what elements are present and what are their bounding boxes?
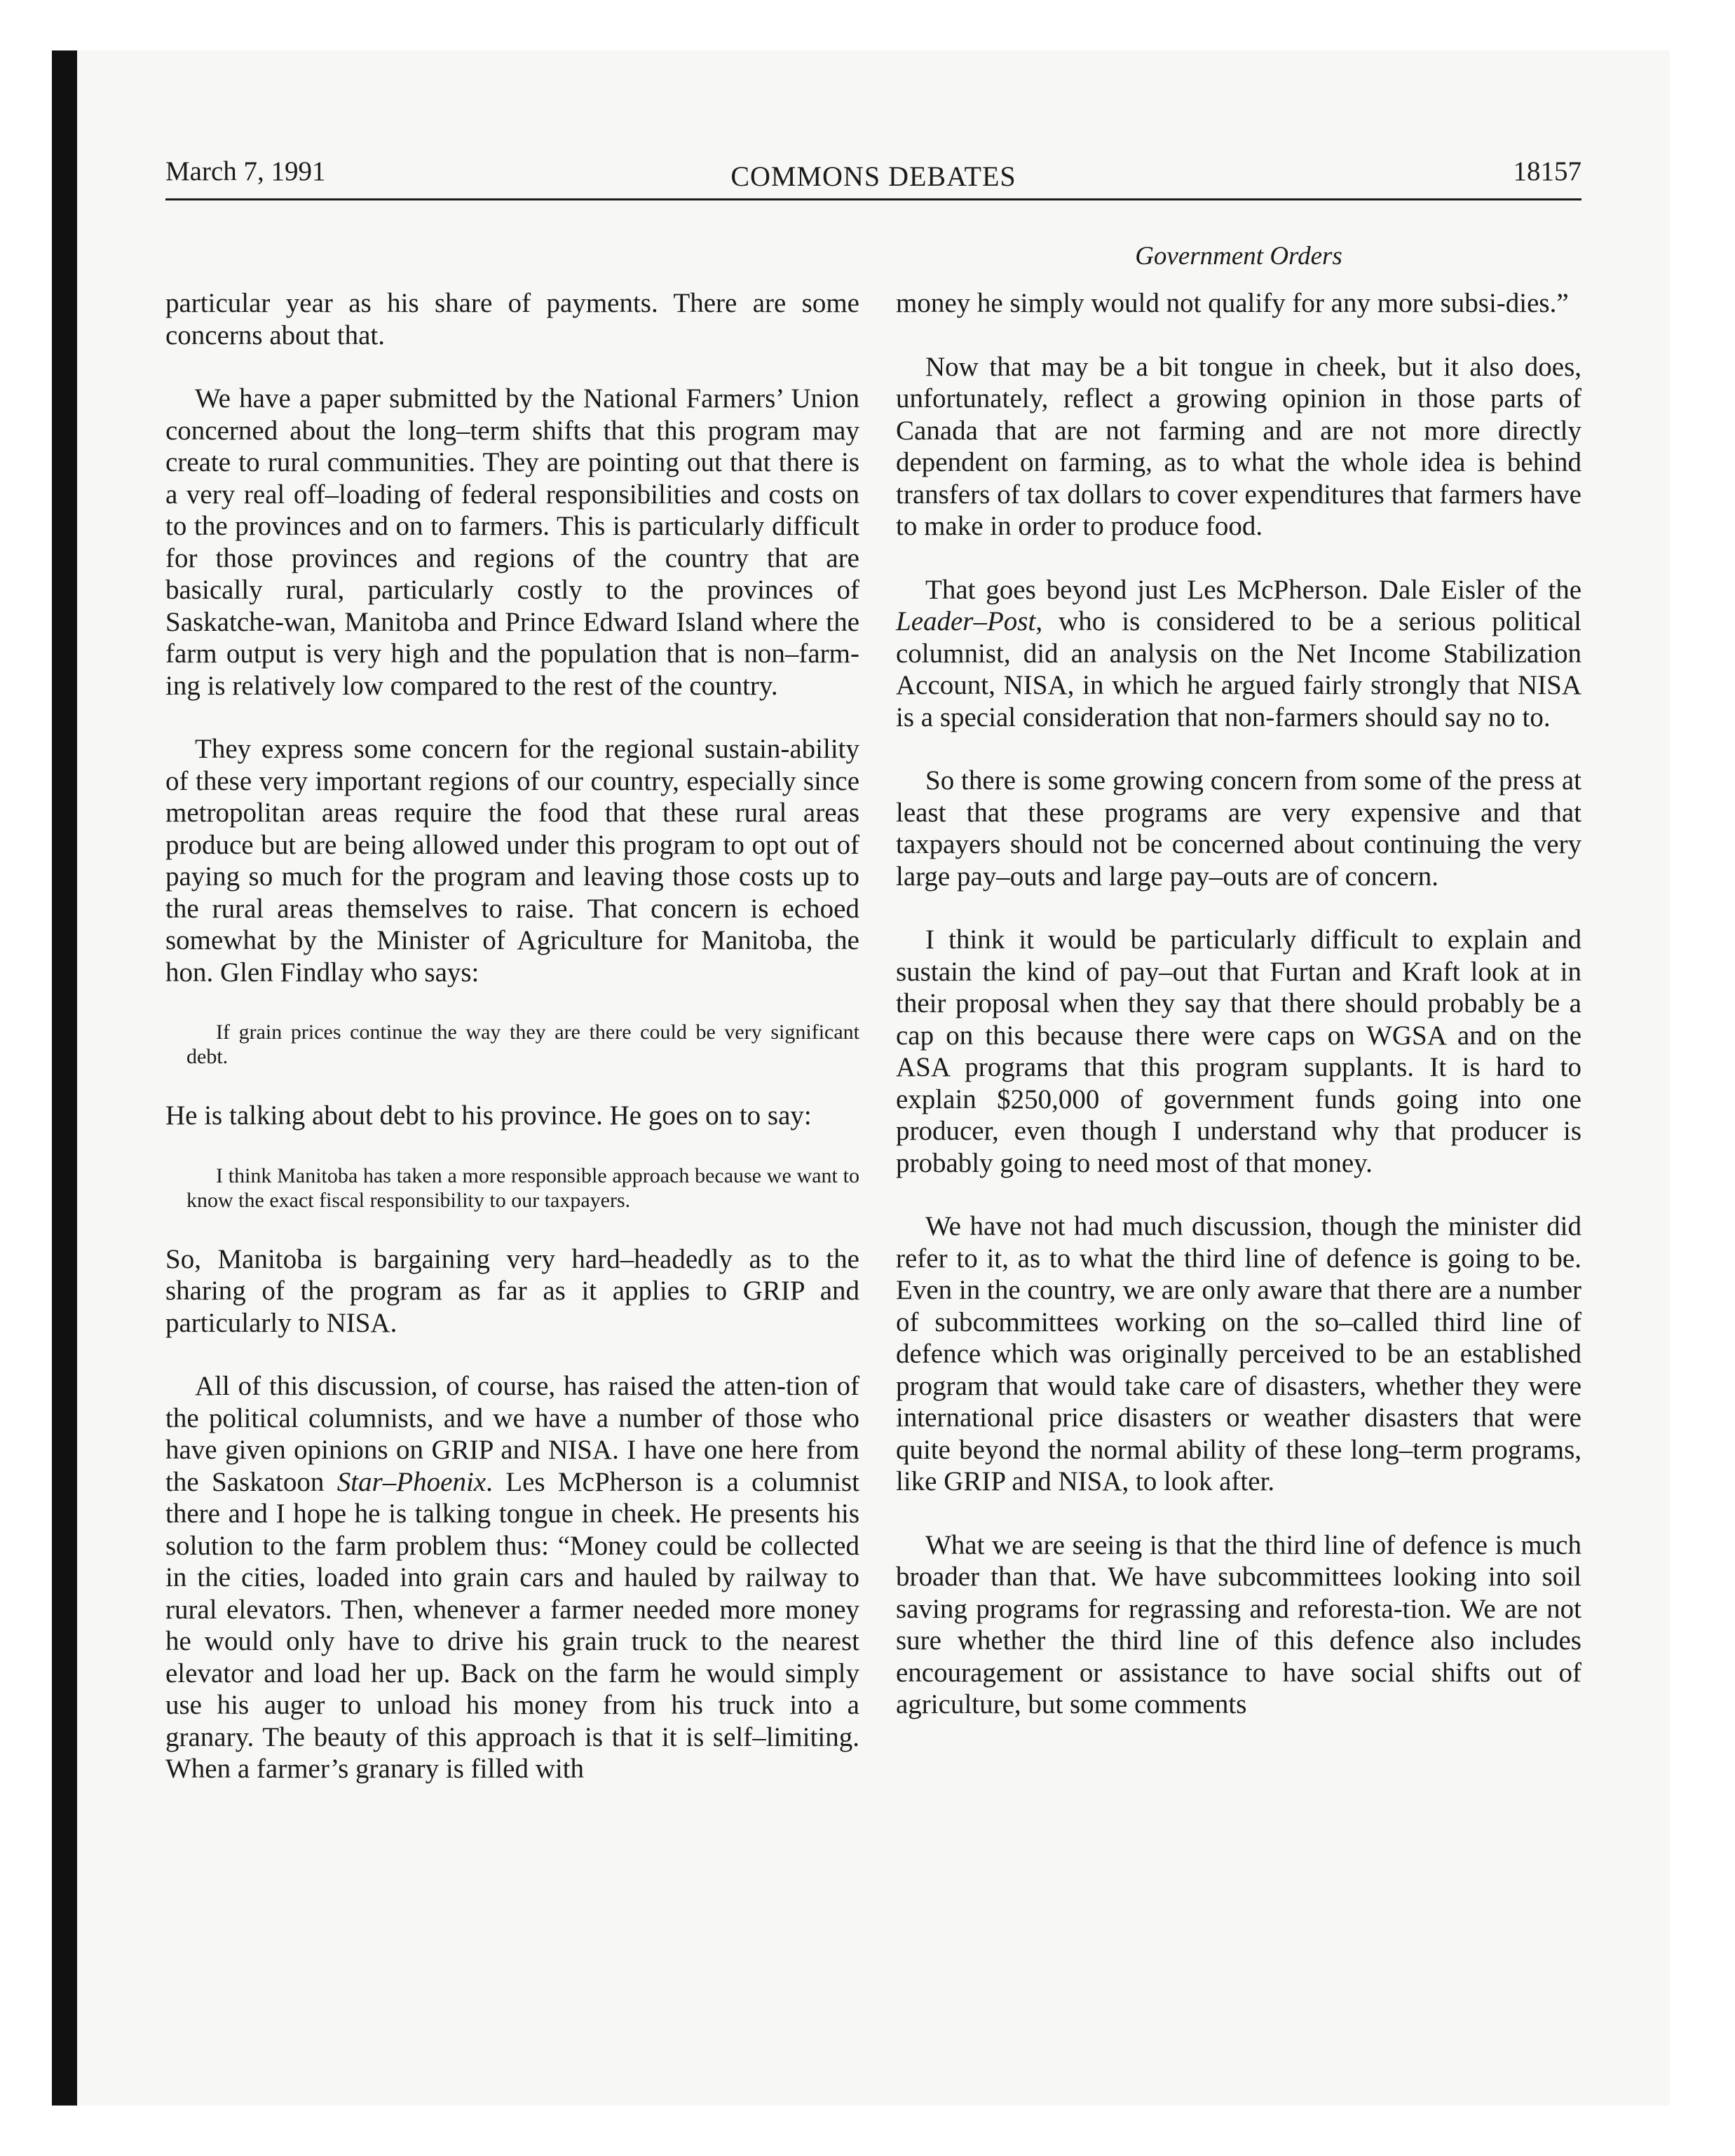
newspaper-title: Star–Phoenix: [336, 1466, 487, 1497]
section-label: Government Orders: [1135, 242, 1342, 271]
paragraph: money he simply would not qualify for any more subsi-dies.”: [896, 288, 1569, 318]
scan-edge-shadow: [52, 50, 77, 2106]
newspaper-title: Leader–Post: [896, 606, 1036, 636]
paragraph: We have not had much discussion, though the minister did refer to it, as to what the third line of defence is going to be. Even in the country, we are only aware that there are a number of subcommittees working on the so–called third line of defence which was originally perceived to be an established program that would take care of disasters, whether they were international price disasters or weather disasters that were quite beyond the normal ability of these long–term programs, like GRIP and NISA, to look after.: [896, 1211, 1581, 1496]
paragraph: particular year as his share of payments. There are some concerns about that.: [165, 288, 859, 350]
paragraph-text: , who is considered to be a serious political columnist, did an analysis on the Net Income Stabilization Account, NISA, in which he argued fairly strongly that NISA is a special consideration that non-farmers should say no to.: [896, 606, 1581, 732]
block-quote: I think Manitoba has taken a more responsible approach because we want to know the exact fiscal responsibility to our taxpayers.: [186, 1164, 859, 1212]
paragraph: He is talking about debt to his province. He goes on to say:: [165, 1100, 812, 1131]
paragraph: Now that may be a bit tongue in cheek, but it also does, unfortunately, reflect a growing opinion in those parts of Canada that are not farming and are not more directly dependent on farming, as to what the whole idea is behind transfers of tax dollars to cover expenditures that farmers have to make in order to produce food.: [896, 351, 1581, 541]
paragraph: [165, 1370, 859, 1785]
header-date: March 7, 1991: [165, 156, 326, 186]
paragraph: So, Manitoba is bargaining very hard–headedly as to the sharing of the program as far as it applies to GRIP and particularly to NISA.: [165, 1243, 859, 1338]
paragraph-text: . Les McPherson is a columnist there and I hope he is talking tongue in cheek. He presents his solution to the farm problem thus: “Money could be collected in the cities, loaded into grain cars and hauled by railway to rural elevators. Then, whenever a farmer needed more money he would only have to drive his grain truck to the nearest elevator and load her up. Back on the farm he would simply use his auger to unload his money from his truck into a granary. The beauty of this approach is that it is self–limiting. When a farmer’s granary is filled with: [165, 1466, 859, 1784]
paragraph: I think it would be particularly difficult to explain and sustain the kind of pay–out that Furtan and Kraft look at in their proposal when they say that there should probably be a cap on this because there were caps on WGSA and on the ASA programs that this program supplants. It is hard to explain $250,000 of government funds going into one producer, even though I understand why that producer is probably going to need most of that money.: [896, 925, 1581, 1178]
right-column: [896, 287, 1581, 1752]
paragraph-text: That goes beyond just Les McPherson. Dale Eisler of the: [925, 574, 1581, 605]
header-title: COMMONS DEBATES: [730, 161, 1016, 192]
paragraph: We have a paper submitted by the National Farmers’ Union concerned about the long–term shifts that this program may create to rural communities. They are pointing out that there is a very real off–loading of federal responsibilities and costs on to the provinces and on to farmers. This is particularly difficult for those provinces and regions of the country that are basically rural, particularly costly to the provinces of Saskatche-wan, Manitoba and Prince Edward Island where the farm output is very high and the population that is non–farm-ing is relatively low compared to the rest of the country.: [165, 383, 859, 701]
running-header: [165, 156, 1581, 195]
block-quote: If grain prices continue the way they are there could be very significant debt.: [186, 1021, 859, 1068]
paragraph: They express some concern for the regional sustain-ability of these very important regions of our country, especially since metropolitan areas require the food that these rural areas produce but are being allowed under this program to opt out of paying so much for the program and leaving those costs up to the rural areas themselves to raise. That concern is echoed somewhat by the Minister of Agriculture for Manitoba, the hon. Glen Findlay who says:: [165, 734, 859, 988]
paragraph: So there is some growing concern from some of the press at least that these programs are very expensive and that taxpayers should not be concerned about continuing the very large pay–outs and large pay–outs are of concern.: [896, 765, 1581, 892]
paragraph: What we are seeing is that the third line of defence is much broader than that. We have subcommittees looking into soil saving programs for regrassing and reforesta-tion. We are not sure whether the third line of this defence also includes encouragement or assistance to have social shifts out of agriculture, but some comments: [896, 1529, 1581, 1719]
header-rule: [165, 198, 1581, 200]
paragraph-text: All of this discussion, of course, has raised the atten-tion of the political columnists, and we have a number of those who have given opinions on GRIP and NISA. I have one here from the Saskatoon: [165, 1371, 859, 1497]
header-page-number: 18157: [1513, 156, 1581, 186]
left-column: [165, 287, 859, 1817]
paragraph: [896, 574, 1581, 734]
